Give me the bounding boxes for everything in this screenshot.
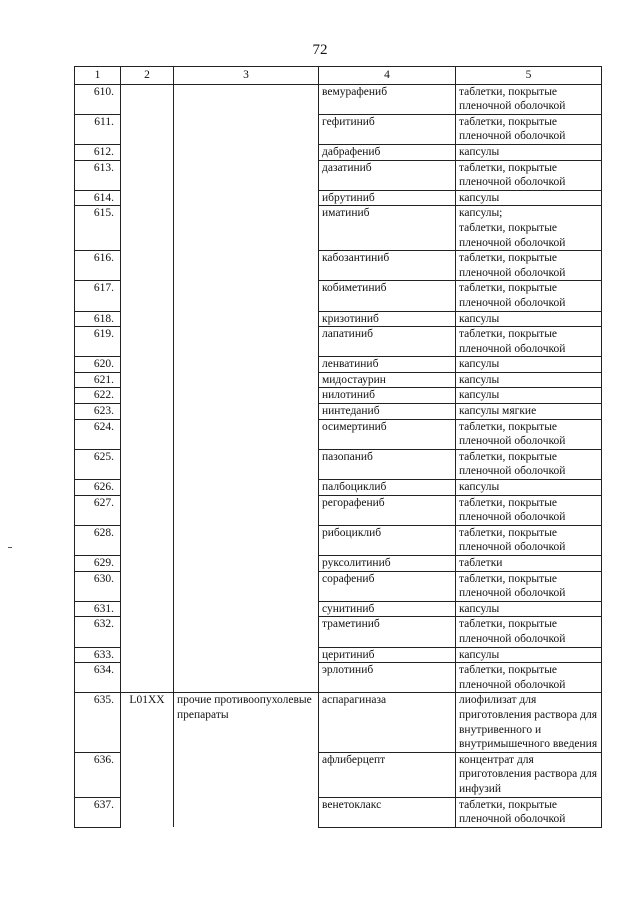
group-name-cell: прочие противоопухолевые препараты	[174, 693, 319, 752]
atc-code-cell	[121, 388, 174, 404]
table-row	[75, 449, 602, 479]
drug-name-cell: ибрутиниб	[319, 190, 456, 206]
drug-name-cell: дазатиниб	[319, 160, 456, 190]
group-name-cell	[174, 495, 319, 525]
table-row	[75, 327, 602, 357]
drug-name-cell: вемурафениб	[319, 84, 456, 114]
dosage-form-cell: таблетки, покрытые пленочной оболочкой	[456, 251, 602, 281]
row-number-cell: 632.	[75, 617, 121, 647]
table-row	[75, 281, 602, 311]
dosage-form-cell: таблетки, покрытые пленочной оболочкой	[456, 84, 602, 114]
atc-code-cell: L01XX	[121, 693, 174, 752]
table-row	[75, 647, 602, 663]
group-name-cell	[174, 311, 319, 327]
dosage-form-cell: капсулы	[456, 388, 602, 404]
drug-name-cell: ленватиниб	[319, 357, 456, 373]
table-row	[75, 601, 602, 617]
atc-code-cell	[121, 601, 174, 617]
drug-name-cell: афлиберцепт	[319, 752, 456, 797]
atc-code-cell	[121, 797, 174, 827]
dosage-form-cell: таблетки, покрытые пленочной оболочкой	[456, 495, 602, 525]
table-row	[75, 160, 602, 190]
dosage-form-cell: таблетки, покрытые пленочной оболочкой	[456, 525, 602, 555]
atc-code-cell	[121, 206, 174, 251]
atc-code-cell	[121, 114, 174, 144]
group-name-cell	[174, 404, 319, 420]
drug-table	[74, 66, 602, 828]
group-name-cell	[174, 480, 319, 496]
atc-code-cell	[121, 647, 174, 663]
drug-name-cell: кабозантиниб	[319, 251, 456, 281]
row-number-cell: 618.	[75, 311, 121, 327]
row-number-cell: 612.	[75, 144, 121, 160]
atc-code-cell	[121, 311, 174, 327]
row-number-cell: 610.	[75, 84, 121, 114]
column-header: 4	[319, 67, 456, 85]
group-name-cell	[174, 190, 319, 206]
group-name-cell	[174, 144, 319, 160]
row-number-cell: 624.	[75, 419, 121, 449]
drug-name-cell: церитиниб	[319, 647, 456, 663]
dosage-form-cell: таблетки	[456, 556, 602, 572]
group-name-cell	[174, 752, 319, 797]
group-name-cell	[174, 372, 319, 388]
group-name-cell	[174, 601, 319, 617]
dosage-form-cell: капсулы мягкие	[456, 404, 602, 420]
group-name-cell	[174, 281, 319, 311]
atc-code-cell	[121, 495, 174, 525]
row-number-cell: 631.	[75, 601, 121, 617]
row-number-cell: 637.	[75, 797, 121, 827]
row-number-cell: 615.	[75, 206, 121, 251]
row-number-cell: 633.	[75, 647, 121, 663]
group-name-cell	[174, 647, 319, 663]
row-number-cell: 636.	[75, 752, 121, 797]
dosage-form-cell: капсулы	[456, 372, 602, 388]
table-row	[75, 663, 602, 693]
drug-name-cell: лапатиниб	[319, 327, 456, 357]
table-row	[75, 311, 602, 327]
table-row	[75, 206, 602, 251]
table-row	[75, 556, 602, 572]
table-row	[75, 495, 602, 525]
group-name-cell	[174, 449, 319, 479]
column-header: 5	[456, 67, 602, 85]
table-row	[75, 752, 602, 797]
drug-name-cell: аспарагиназа	[319, 693, 456, 752]
group-name-cell	[174, 556, 319, 572]
atc-code-cell	[121, 357, 174, 373]
dosage-form-cell: лиофилизат для приготовления раствора для внутривенного и внутримышечного введения	[456, 693, 602, 752]
group-name-cell	[174, 160, 319, 190]
dosage-form-cell: таблетки, покрытые пленочной оболочкой	[456, 114, 602, 144]
atc-code-cell	[121, 190, 174, 206]
drug-name-cell: пазопаниб	[319, 449, 456, 479]
drug-name-cell: мидостаурин	[319, 372, 456, 388]
drug-name-cell: дабрафениб	[319, 144, 456, 160]
dosage-form-cell: таблетки, покрытые пленочной оболочкой	[456, 160, 602, 190]
atc-code-cell	[121, 525, 174, 555]
table-row	[75, 144, 602, 160]
row-number-cell: 629.	[75, 556, 121, 572]
row-number-cell: 625.	[75, 449, 121, 479]
atc-code-cell	[121, 251, 174, 281]
row-number-cell: 634.	[75, 663, 121, 693]
row-number-cell: 622.	[75, 388, 121, 404]
drug-name-cell: нинтеданиб	[319, 404, 456, 420]
dosage-form-cell: концентрат для приготовления раствора для инфузий	[456, 752, 602, 797]
group-name-cell	[174, 419, 319, 449]
table-row	[75, 190, 602, 206]
group-name-cell	[174, 525, 319, 555]
row-number-cell: 627.	[75, 495, 121, 525]
table-row	[75, 419, 602, 449]
table-row	[75, 251, 602, 281]
row-number-cell: 623.	[75, 404, 121, 420]
atc-code-cell	[121, 663, 174, 693]
group-name-cell	[174, 251, 319, 281]
dosage-form-cell: капсулы	[456, 601, 602, 617]
atc-code-cell	[121, 144, 174, 160]
drug-name-cell: кобиметиниб	[319, 281, 456, 311]
drug-name-cell: регорафениб	[319, 495, 456, 525]
atc-code-cell	[121, 372, 174, 388]
atc-code-cell	[121, 419, 174, 449]
group-name-cell	[174, 84, 319, 114]
dosage-form-cell: капсулы	[456, 647, 602, 663]
atc-code-cell	[121, 752, 174, 797]
group-name-cell	[174, 114, 319, 144]
drug-name-cell: сорафениб	[319, 571, 456, 601]
row-number-cell: 620.	[75, 357, 121, 373]
table-row	[75, 525, 602, 555]
column-header: 1	[75, 67, 121, 85]
page-number: 72	[312, 42, 328, 58]
table-row	[75, 797, 602, 827]
row-number-cell: 616.	[75, 251, 121, 281]
dosage-form-cell: капсулы	[456, 144, 602, 160]
drug-name-cell: кризотиниб	[319, 311, 456, 327]
margin-mark	[8, 547, 12, 548]
dosage-form-cell: таблетки, покрытые пленочной оболочкой	[456, 571, 602, 601]
dosage-form-cell: таблетки, покрытые пленочной оболочкой	[456, 419, 602, 449]
row-number-cell: 635.	[75, 693, 121, 752]
table-row	[75, 693, 602, 752]
table-row	[75, 114, 602, 144]
atc-code-cell	[121, 281, 174, 311]
group-name-cell	[174, 388, 319, 404]
dosage-form-cell: таблетки, покрытые пленочной оболочкой	[456, 663, 602, 693]
group-name-cell	[174, 571, 319, 601]
drug-name-cell: сунитиниб	[319, 601, 456, 617]
dosage-form-cell: таблетки, покрытые пленочной оболочкой	[456, 449, 602, 479]
row-number-cell: 621.	[75, 372, 121, 388]
atc-code-cell	[121, 160, 174, 190]
atc-code-cell	[121, 617, 174, 647]
atc-code-cell	[121, 571, 174, 601]
row-number-cell: 619.	[75, 327, 121, 357]
table-row	[75, 372, 602, 388]
dosage-form-cell: таблетки, покрытые пленочной оболочкой	[456, 797, 602, 827]
table-row	[75, 480, 602, 496]
dosage-form-cell: таблетки, покрытые пленочной оболочкой	[456, 617, 602, 647]
dosage-form-cell: таблетки, покрытые пленочной оболочкой	[456, 281, 602, 311]
dosage-form-cell: капсулы; таблетки, покрытые пленочной оболочкой	[456, 206, 602, 251]
group-name-cell	[174, 797, 319, 827]
drug-name-cell: иматиниб	[319, 206, 456, 251]
table-row	[75, 571, 602, 601]
row-number-cell: 613.	[75, 160, 121, 190]
table-row	[75, 388, 602, 404]
dosage-form-cell: капсулы	[456, 357, 602, 373]
row-number-cell: 630.	[75, 571, 121, 601]
drug-name-cell: руксолитиниб	[319, 556, 456, 572]
group-name-cell	[174, 327, 319, 357]
drug-name-cell: нилотиниб	[319, 388, 456, 404]
table-row	[75, 84, 602, 114]
atc-code-cell	[121, 480, 174, 496]
atc-code-cell	[121, 327, 174, 357]
dosage-form-cell: таблетки, покрытые пленочной оболочкой	[456, 327, 602, 357]
table-row	[75, 357, 602, 373]
dosage-form-cell: капсулы	[456, 190, 602, 206]
group-name-cell	[174, 206, 319, 251]
row-number-cell: 617.	[75, 281, 121, 311]
row-number-cell: 614.	[75, 190, 121, 206]
row-number-cell: 626.	[75, 480, 121, 496]
dosage-form-cell: капсулы	[456, 480, 602, 496]
drug-name-cell: осимертиниб	[319, 419, 456, 449]
drug-name-cell: палбоциклиб	[319, 480, 456, 496]
drug-name-cell: эрлотиниб	[319, 663, 456, 693]
atc-code-cell	[121, 84, 174, 114]
drug-name-cell: венетоклакс	[319, 797, 456, 827]
drug-name-cell: рибоциклиб	[319, 525, 456, 555]
group-name-cell	[174, 663, 319, 693]
atc-code-cell	[121, 449, 174, 479]
table-header-row	[75, 67, 602, 85]
drug-name-cell: траметиниб	[319, 617, 456, 647]
table-row	[75, 404, 602, 420]
column-header: 3	[174, 67, 319, 85]
group-name-cell	[174, 617, 319, 647]
group-name-cell	[174, 357, 319, 373]
atc-code-cell	[121, 404, 174, 420]
table-row	[75, 617, 602, 647]
atc-code-cell	[121, 556, 174, 572]
drug-name-cell: гефитиниб	[319, 114, 456, 144]
row-number-cell: 611.	[75, 114, 121, 144]
column-header: 2	[121, 67, 174, 85]
row-number-cell: 628.	[75, 525, 121, 555]
dosage-form-cell: капсулы	[456, 311, 602, 327]
